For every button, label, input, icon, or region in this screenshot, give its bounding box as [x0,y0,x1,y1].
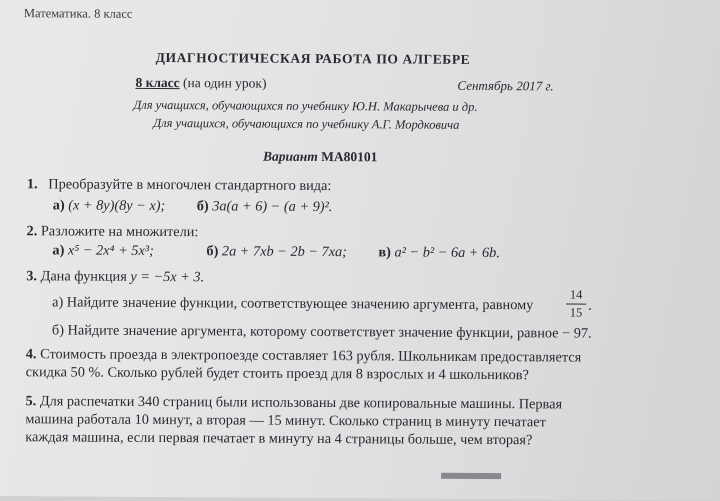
task-2a-expression: x⁵ − 2x⁴ + 5x³; [67,242,154,259]
grade-line [135,75,266,92]
grade-label: 8 класс [135,74,180,91]
task-3a-end: . [588,297,592,314]
task-2-heading [27,223,199,241]
duration-label: (на один урок) [183,75,267,91]
task-2-text: Разложите на множители: [40,223,199,241]
task-5-text-1: Для распечатки 340 страниц были использованы две копировальные машины. Первая [39,393,563,413]
task-1-text: Преобразуйте в многочлен стандартного вида: [48,176,332,195]
textbook-note-1: Для учащихся, обучающихся по учебнику Ю.Н. Макарычева и др. [133,97,478,114]
variant-code: МА80101 [321,149,378,165]
task-3a [52,294,533,314]
task-2c-expression: a² − b² − 6a + 6b. [394,244,500,262]
task-1-heading [27,176,332,195]
task-3a-fraction [566,288,586,321]
task-3-function: y = −5x + 3. [130,268,205,286]
task-2b-label: б) [206,243,219,260]
task-2b [206,243,347,261]
task-1a-label: а) [52,197,65,214]
task-2c [378,244,500,262]
cut-off-text-fragment [441,473,501,479]
variant-label: Вариант [262,148,318,164]
task-4-line-2: скидка 50 %. Сколько рублей будет стоить проезд для 8 взрослых и 4 школьников? [25,364,529,384]
textbook-note-2: Для учащихся, обучающихся по учебнику А.Г. Мордковича [153,115,460,132]
task-2a [52,242,154,260]
fraction-denominator: 15 [569,305,583,320]
task-2b-expression: 2a + 7xb − 2b − 7xa; [221,243,348,261]
task-2-number: 2. [26,223,38,240]
task-2a-label: а) [52,242,65,259]
date-label: Сентябрь 2017 г. [457,77,554,94]
task-5-line-3: каждая машина, если первая печатает в минуту на 4 страницы больше, чем вторая? [25,429,533,449]
task-4-text-1: Стоимость проезда в электропоезде составляет 163 рубля. Школьникам предоставляется [40,346,582,366]
subject-header: Математика. 8 класс [23,6,133,21]
task-5-line-2: машина работала 10 минут, а вторая — 15 минут. Сколько страниц в минуту печатает [25,411,546,431]
task-1a [53,197,166,215]
task-1-number: 1. [26,176,38,193]
task-3b-text: б) Найдите значение аргумента, которому соответствует значение функции, равное − 97. [51,322,592,342]
task-1b-label: б) [196,198,209,215]
task-3-heading [26,268,204,286]
task-1b-expression: 3a(a + 6) − (a + 9)². [212,198,333,216]
task-4-number: 4. [25,346,37,363]
fraction-bar [566,304,586,305]
task-3-text: Дана функция [40,268,127,285]
variant-line [263,149,377,166]
page-title: ДИАГНОСТИЧЕСКАЯ РАБОТА ПО АЛГЕБРЕ [155,49,471,67]
task-2c-label: в) [378,244,391,261]
task-1a-expression: (x + 8y)(8y − x); [68,197,166,215]
task-4-line-1 [26,346,582,366]
task-1b [197,198,333,216]
fraction-numerator: 14 [569,287,583,302]
task-3b [52,322,592,342]
task-3a-text: а) Найдите значение функции, соответствующее значению аргумента, равному [52,294,534,314]
task-5-line-1 [25,393,562,413]
task-3-number: 3. [26,268,38,285]
task-5-number: 5. [25,393,37,410]
